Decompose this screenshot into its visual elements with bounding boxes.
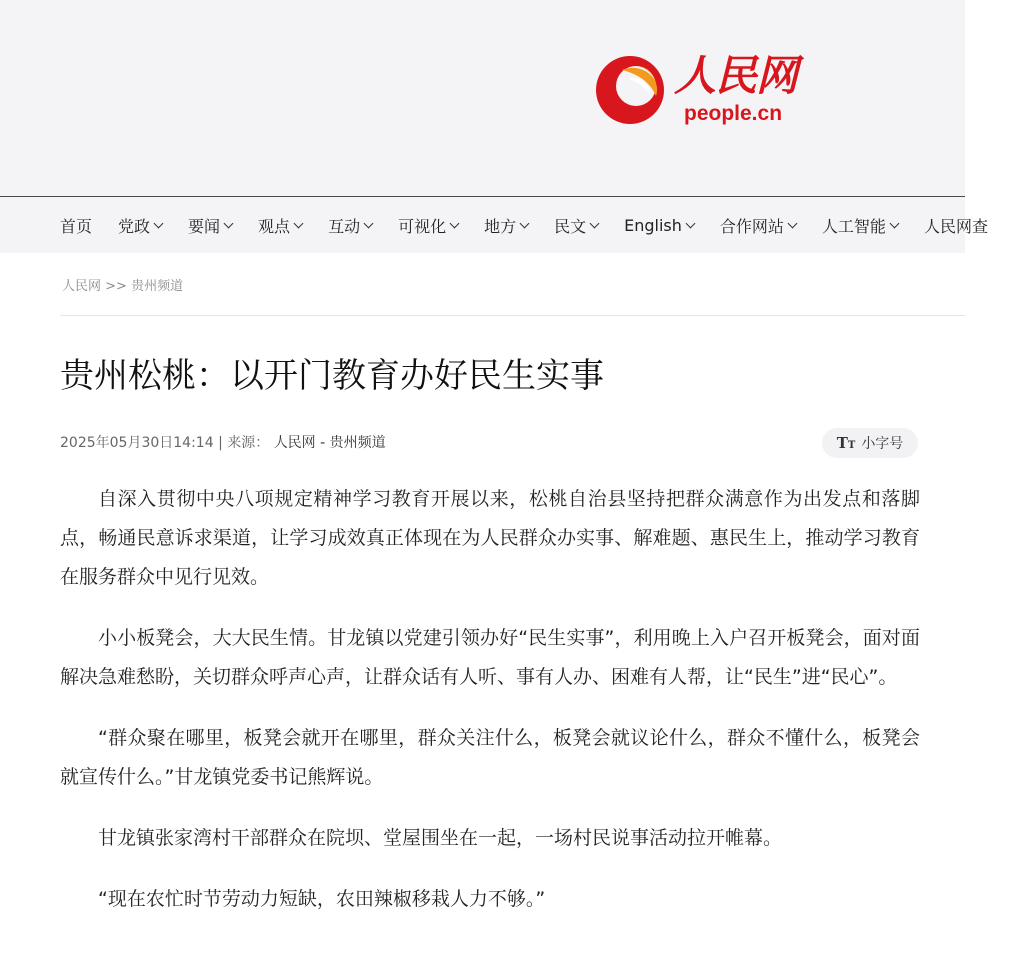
site-header [0, 0, 965, 197]
font-size-icon: TT [836, 434, 856, 452]
article-source-link[interactable]: 人民网 - 贵州频道 [273, 435, 386, 451]
article-body [60, 480, 920, 941]
nav-item-9[interactable] [720, 214, 796, 237]
article-paragraph: 自深入贯彻中央八项规定精神学习教育开展以来，松桃自治县坚持把群众满意作为出发点和落脚点，畅通民意诉求渠道，让学习成效真正体现在为人民群众办实事、解难题、惠民生上，推动学习教育在服务群众中见行见效。 [60, 488, 920, 588]
chevron-down-icon [787, 218, 797, 228]
article-paragraph: “现在农忙时节劳动力短缺，农田辣椒移栽人力不够。” [98, 888, 546, 910]
source-prefix: | 来源： [218, 435, 270, 451]
nav-item-11[interactable] [924, 214, 988, 237]
chevron-down-icon [520, 218, 530, 228]
article-paragraph: 小小板凳会，大大民生情。甘龙镇以党建引领办好“民生实事”，利用晚上入户召开板凳会，面对面解决急难愁盼，关切群众呼声心声，让群众话有人听、事有人办、困难有人帮，让“民生”进“民心”。 [60, 627, 920, 688]
nav-item-label: 地方 [484, 216, 517, 236]
chevron-down-icon [685, 218, 695, 228]
article-paragraph: 甘龙镇张家湾村干部群众在院坝、堂屋围坐在一起，一场村民说事活动拉开帷幕。 [98, 827, 783, 849]
nav-item-label: English [624, 215, 682, 235]
nav-item-1[interactable] [118, 214, 162, 237]
nav-list [60, 197, 1014, 253]
logo-chinese-text: 人民网 [674, 51, 798, 100]
chevron-down-icon [590, 218, 600, 228]
chevron-down-icon [154, 218, 164, 228]
nav-item-2[interactable] [188, 214, 232, 237]
article-title: 贵州松桃：以开门教育办好民生实事 [60, 356, 604, 396]
nav-item-8[interactable] [624, 216, 694, 235]
nav-item-label: 观点 [258, 216, 291, 236]
nav-item-label: 首页 [60, 216, 93, 236]
font-size-toggle-button[interactable] [822, 428, 918, 458]
nav-item-label: 党政 [118, 216, 151, 236]
logo-english-text: people.cn [684, 102, 783, 125]
article-datetime: 2025年05月30日14:14 [60, 435, 214, 451]
breadcrumb-home-link[interactable]: 人民网 [62, 279, 102, 294]
nav-item-10[interactable] [822, 214, 898, 237]
nav-item-label: 人民网查 [923, 216, 988, 236]
nav-item-label: 要闻 [188, 216, 221, 236]
breadcrumb [62, 275, 183, 294]
article-paragraph: “群众聚在哪里，板凳会就开在哪里，群众关注什么，板凳会就议论什么，群众不懂什么，板凳会就宣传什么。”甘龙镇党委书记熊辉说。 [60, 727, 920, 788]
nav-item-label: 民文 [554, 216, 587, 236]
chevron-down-icon [889, 218, 899, 228]
chevron-down-icon [224, 218, 234, 228]
nav-item-3[interactable] [258, 214, 302, 237]
nav-item-label: 互动 [328, 216, 361, 236]
nav-item-6[interactable] [484, 214, 528, 237]
site-logo[interactable] [592, 50, 812, 130]
nav-item-4[interactable] [328, 214, 372, 237]
nav-item-5[interactable] [398, 214, 458, 237]
chevron-down-icon [364, 218, 374, 228]
nav-item-7[interactable] [554, 214, 598, 237]
nav-item-label: 可视化 [398, 216, 447, 236]
logo-mark-icon [592, 52, 668, 128]
chevron-down-icon [294, 218, 304, 228]
nav-item-label: 人工智能 [821, 216, 886, 236]
font-size-label: 小字号 [861, 436, 904, 452]
breadcrumb-separator: >> [105, 279, 127, 294]
main-nav [0, 197, 988, 253]
article-meta [60, 432, 386, 452]
breadcrumb-divider [60, 315, 965, 316]
nav-item-label: 合作网站 [719, 216, 784, 236]
nav-item-0[interactable] [60, 214, 92, 237]
chevron-down-icon [450, 218, 460, 228]
breadcrumb-channel-link[interactable]: 贵州频道 [131, 279, 184, 294]
